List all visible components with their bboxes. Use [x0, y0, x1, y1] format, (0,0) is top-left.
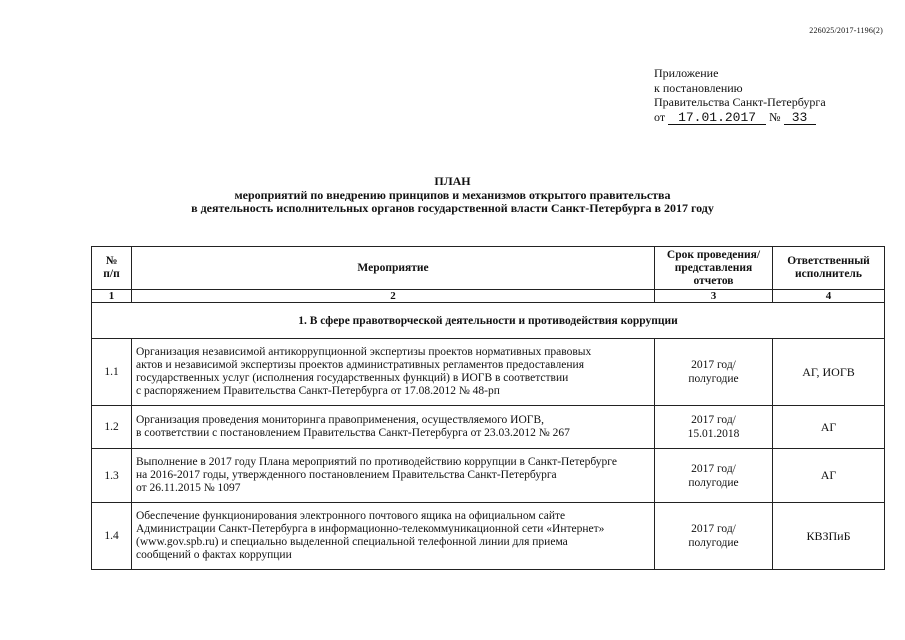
row-number: 1.3 [92, 449, 132, 503]
description-line: от 26.11.2015 № 1097 [136, 482, 241, 494]
header-term [655, 247, 773, 290]
description-line: Обеспечение функционирования электронного почтового ящика на официальном сайте [136, 510, 566, 522]
table-row [92, 449, 885, 503]
number-field: 33 [784, 111, 816, 125]
description-line: с распоряжением Правительства Санкт-Петербурга от 17.08.2012 № 48-рп [136, 385, 500, 397]
row-responsible: КВЗПиБ [773, 503, 885, 570]
row-number: 1.1 [92, 339, 132, 406]
description-line: Организация проведения мониторинга правоприменения, осуществляемого ИОГВ, [136, 414, 544, 426]
term-line: полугодие [688, 373, 739, 385]
header-no-line: № [105, 255, 118, 267]
header-no [92, 247, 132, 290]
term-line: полугодие [688, 476, 739, 489]
header-responsible [773, 247, 885, 290]
description-line: сообщений о фактах коррупции [136, 549, 292, 561]
term-line: 2017 год/ [691, 462, 736, 475]
description-line: на 2016-2017 годы, утвержденного постановлением Правительства Санкт-Петербурга [136, 469, 557, 481]
title-line: мероприятий по внедрению принципов и механизмов открытого правительства [234, 187, 671, 202]
header-event: Мероприятие [132, 247, 655, 290]
header-resp-line: исполнитель [795, 268, 862, 280]
header-term-line: представления [674, 261, 753, 274]
appendix-line: Правительства Санкт-Петербурга [654, 95, 826, 109]
column-number: 2 [132, 290, 655, 303]
document-title [0, 175, 905, 216]
row-term [655, 503, 773, 570]
row-number: 1.4 [92, 503, 132, 570]
plan-table [91, 246, 885, 570]
appendix-line: к постановлению [654, 80, 743, 95]
header-no-line: п/п [103, 268, 120, 280]
row-term [655, 339, 773, 406]
table-row [92, 503, 885, 570]
column-numbers-row [92, 290, 885, 303]
description-line: государственных услуг (исполнения государственных функций) в ИОГВ в соответствии [136, 372, 569, 384]
description-line: Администрации Санкт-Петербурга в информационно-телекоммуникационной сети «Интернет» [136, 523, 605, 535]
column-number: 4 [773, 290, 885, 303]
header-term-line: отчетов [693, 274, 734, 287]
row-term [655, 406, 773, 449]
term-line: 15.01.2018 [687, 428, 740, 440]
section-title: 1. В сфере правотворческой деятельности и противодействия коррупции [92, 303, 885, 339]
header-row [92, 247, 885, 290]
document-number: 226025/2017-1196(2) [809, 26, 883, 35]
description-line: актов и независимой экспертизы проектов административных регламентов предоставления [136, 359, 585, 371]
appendix-block [654, 66, 826, 125]
description-line: в соответствии с постановлением Правительства Санкт-Петербурга от 23.03.2012 № 267 [136, 427, 570, 439]
row-term [655, 449, 773, 503]
appendix-date-line [654, 110, 826, 125]
row-responsible: АГ [773, 406, 885, 449]
number-prefix: № [769, 109, 781, 124]
row-number: 1.2 [92, 406, 132, 449]
term-line: 2017 год/ [691, 414, 736, 426]
table-row [92, 339, 885, 406]
row-description [132, 339, 655, 406]
section-row [92, 303, 885, 339]
term-line: 2017 год/ [691, 359, 736, 371]
term-line: 2017 год/ [691, 523, 736, 535]
appendix-line: Приложение [654, 66, 719, 80]
column-number: 1 [92, 290, 132, 303]
row-description [132, 406, 655, 449]
description-line: Выполнение в 2017 году Плана мероприятий по противодействию коррупции в Санкт-Петербурге [136, 456, 617, 468]
description-line: Организация независимой антикоррупционной экспертизы проектов нормативных правовых [136, 346, 592, 358]
date-field: 17.01.2017 [668, 111, 766, 125]
description-line: (www.gov.spb.ru) и специально выделенной специальной телефонной линии для приема [136, 536, 568, 548]
title-line: в деятельность исполнительных органов государственной власти Санкт-Петербурга в 2017 году [191, 201, 714, 215]
row-description [132, 503, 655, 570]
header-resp-line: Ответственный [787, 255, 870, 267]
date-prefix: от [654, 109, 666, 124]
table-row [92, 406, 885, 449]
term-line: полугодие [688, 537, 739, 549]
header-term-line: Срок проведения/ [666, 248, 761, 261]
title-heading: ПЛАН [434, 174, 471, 188]
row-responsible: АГ, ИОГВ [773, 339, 885, 406]
row-responsible: АГ [773, 449, 885, 503]
row-description [132, 449, 655, 503]
column-number: 3 [655, 290, 773, 303]
